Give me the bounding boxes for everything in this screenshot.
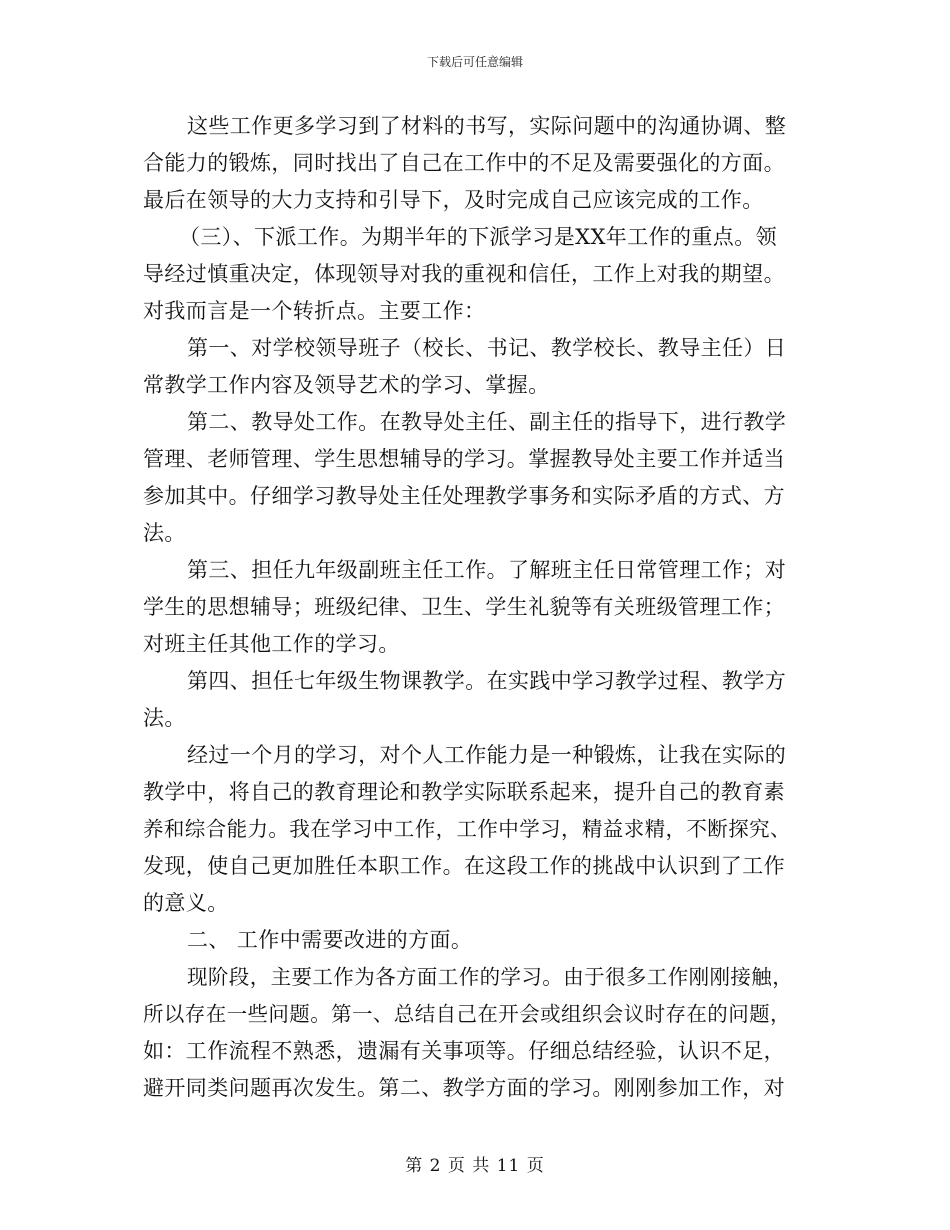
text-line: 教学中，将自己的教育理论和教学实际联系起来，提升自己的教育素 bbox=[143, 780, 785, 804]
text-line: 如：工作流程不熟悉，遗漏有关事项等。仔细总结经验，认识不足， bbox=[143, 1039, 785, 1063]
text-line: （三）、下派工作。为期半年的下派学习是XX年工作的重点。领 bbox=[179, 225, 777, 249]
text-line: 所以存在一些问题。第一、总结自己在开会或组织会议时存在的问题， bbox=[143, 1002, 791, 1026]
text-line: 常教学工作内容及领导艺术的学习、掌握。 bbox=[143, 373, 550, 397]
text-line: 养和综合能力。我在学习中工作，工作中学习，精益求精，不断探究、 bbox=[143, 817, 791, 841]
page-footer: 第 2 页 共 11 页 bbox=[405, 1156, 545, 1176]
text-line: 最后在领导的大力支持和引导下，及时完成自己应该完成的工作。 bbox=[143, 188, 764, 212]
text-line: 对我而言是一个转折点。主要工作： bbox=[143, 299, 486, 323]
page-header: 下载后可任意编辑 bbox=[426, 55, 523, 69]
text-line: 现阶段，主要工作为各方面工作的学习。由于很多工作刚刚接触， bbox=[187, 965, 794, 989]
text-line: 参加其中。仔细学习教导处主任处理教学事务和实际矛盾的方式、方 bbox=[143, 484, 785, 508]
text-line: 对班主任其他工作的学习。 bbox=[143, 632, 400, 656]
text-line: 学生的思想辅导；班级纪律、卫生、学生礼貌等有关班级管理工作； bbox=[143, 595, 785, 619]
text-line: 第二、教导处工作。在教导处主任、副主任的指导下，进行教学 bbox=[187, 410, 787, 434]
text-line: 导经过慎重决定，体现领导对我的重视和信任，工作上对我的期望。 bbox=[143, 262, 785, 286]
document-body bbox=[143, 108, 799, 1107]
section-heading: 二、 工作中需要改进的方面。 bbox=[187, 928, 473, 952]
text-line: 经过一个月的学习，对个人工作能力是一种锻炼，让我在实际的 bbox=[187, 743, 787, 767]
text-line: 法。 bbox=[143, 706, 186, 730]
text-line: 第三、担任九年级副班主任工作。了解班主任日常管理工作；对 bbox=[187, 558, 787, 582]
text-line: 避开同类问题再次发生。第二、教学方面的学习。刚刚参加工作，对 bbox=[143, 1076, 785, 1100]
text-line: 法。 bbox=[143, 521, 186, 545]
text-line: 合能力的锻炼，同时找出了自己在工作中的不足及需要强化的方面。 bbox=[143, 151, 785, 175]
text-line: 发现，使自己更加胜任本职工作。在这段工作的挑战中认识到了工作 bbox=[143, 854, 785, 878]
text-line: 这些工作更多学习到了材料的书写，实际问题中的沟通协调、整 bbox=[187, 114, 787, 138]
text-line: 第一、对学校领导班子（校长、书记、教学校长、教导主任）日 bbox=[187, 336, 787, 360]
text-line: 管理、老师管理、学生思想辅导的学习。掌握教导处主要工作并适当 bbox=[143, 447, 785, 471]
text-line: 的意义。 bbox=[143, 891, 229, 915]
text-line: 第四、担任七年级生物课教学。在实践中学习教学过程、教学方 bbox=[187, 669, 787, 693]
